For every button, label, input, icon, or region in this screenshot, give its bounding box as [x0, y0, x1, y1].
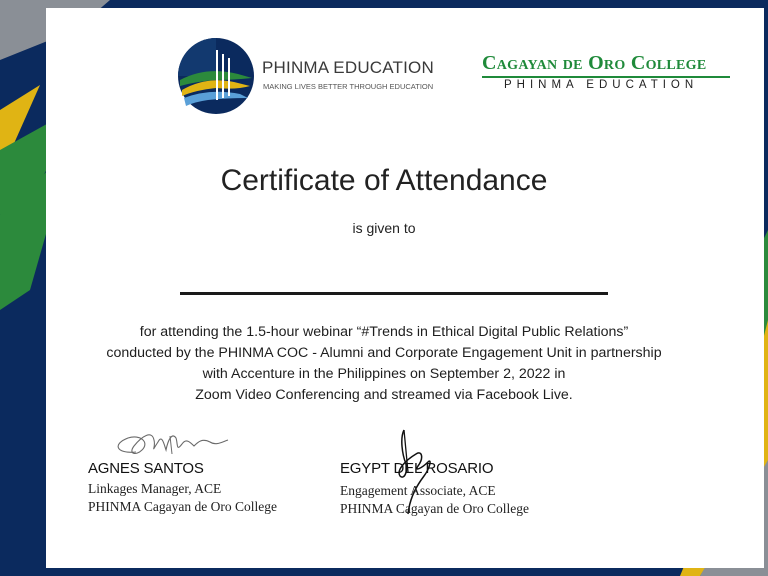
college-logo-name: Cagayan de Oro College: [482, 52, 707, 74]
body-line: conducted by the PHINMA COC - Alumni and Corporate Engagement Unit in partnership: [106, 345, 662, 361]
signatory-2-org: PHINMA Cagayan de Oro College: [340, 501, 529, 516]
signatory-1-org: PHINMA Cagayan de Oro College: [88, 499, 277, 514]
college-logo: [470, 52, 742, 98]
body-line: Zoom Video Conferencing and streamed via Facebook Live.: [195, 387, 573, 403]
college-logo-rule: [482, 76, 730, 78]
signatory-1-title: Linkages Manager, ACE: [88, 481, 222, 496]
certificate-title: Certificate of Attendance: [220, 164, 548, 197]
signature-1-icon: [106, 424, 236, 464]
phinma-emblem-icon: [176, 36, 256, 116]
signatory-2-title: Engagement Associate, ACE: [340, 483, 496, 498]
body-line: for attending the 1.5-hour webinar “#Trends in Ethical Digital Public Relations”: [139, 324, 629, 340]
given-to-label: is given to: [352, 220, 416, 236]
recipient-name-line: [180, 292, 608, 295]
signatory-2: [340, 424, 600, 524]
signatory-2-name: EGYPT DEL ROSARIO: [340, 460, 494, 477]
body-line: with Accenture in the Philippines on September 2, 2022 in: [202, 366, 566, 382]
phinma-logo-text: PHINMA EDUCATION: [262, 58, 434, 77]
signatory-1: [88, 424, 328, 524]
certificate-body: [70, 322, 698, 406]
phinma-logo-tagline: MAKING LIVES BETTER THROUGH EDUCATION: [263, 82, 434, 91]
college-logo-subtitle: PHINMA EDUCATION: [504, 79, 699, 91]
signatory-1-name: AGNES SANTOS: [88, 460, 204, 477]
signatory-1-role: [88, 480, 277, 516]
phinma-education-logo: [176, 36, 446, 116]
signatory-2-role: [340, 482, 529, 518]
